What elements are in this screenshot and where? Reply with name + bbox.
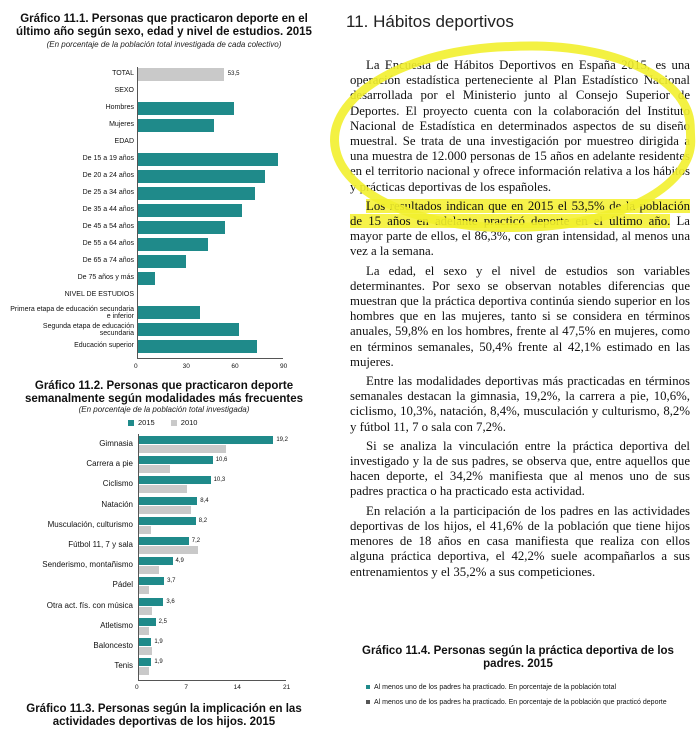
chart1-y-axis [137, 67, 138, 358]
chart2-value-label: 19,2 [276, 437, 288, 443]
chart1-label: De 45 a 54 años [82, 223, 134, 230]
chart2-value-label: 7,2 [191, 538, 201, 544]
chart1-label: De 55 a 64 años [82, 240, 134, 247]
chart2-value-label: 3,6 [166, 598, 175, 605]
chart1-label: De 20 a 24 años [82, 172, 134, 179]
chart2-bar-2015 [138, 517, 196, 525]
chart2-bar-2015 [138, 537, 189, 545]
paragraph-2-highlight: Los resultados indican que en 2015 el 53,5% de la población de 15 años en adelante practicó deporte en el último año. [350, 198, 690, 229]
chart1-label: Segunda etapa de educación secundaria [42, 323, 134, 337]
chart2-bar-2015 [138, 638, 151, 646]
chart1-title-line2: último año según sexo, edad y nivel de estudios. 2015 [16, 26, 312, 38]
paragraph-5: Si se analiza la vinculación entre la práctica deportiva del investigado y la de sus padres, se observa que, entre aquellos que hacen deporte, el 34,2% manifiesta que al menos uno de sus padres practica o ha practicado esta actividad. [350, 438, 690, 499]
chart2-label: Senderismo, montañismo [42, 560, 133, 570]
chart1-bar [137, 204, 242, 217]
chart4-legend-2: Al menos uno de los padres ha practicado. En porcentaje de la población que practicó deporte [366, 699, 686, 706]
chart2-bar-2010 [138, 627, 149, 635]
chart1-bar [137, 340, 257, 353]
chart2-x-axis [138, 680, 286, 681]
chart1-label: De 75 años y más [77, 274, 134, 281]
chart2-value-label: 8,2 [198, 517, 208, 524]
paragraph-4: Entre las modalidades deportivas más practicadas en términos semanales destacan la gimnasia, 19,2%, la carrera a pie, 10,6%, ciclismo, 10,3%, natación, 8,4%, musculación y culturismo, 8,2% y fútbol 11, 7 o sala con 7,2%. [350, 374, 690, 434]
section-heading: 11. Hábitos deportivos [346, 12, 514, 31]
chart2-tick-label: 0 [135, 684, 139, 692]
chart2-bar-2015 [138, 598, 163, 606]
chart2-label: Fútbol 11, 7 y sala [68, 540, 133, 549]
chart2-label: Otra act. fís. con música [46, 600, 133, 610]
chart1-tick-label: 30 [182, 363, 190, 370]
chart2-bar-2010 [138, 526, 151, 534]
chart2-bar-2010 [138, 607, 152, 615]
paragraph-3: La edad, el sexo y el nivel de estudios son variables determinantes. Por sexo se observan notables diferencias que muestran que la práctica deportiva continúa siendo superior en los hombres que en las mujeres, tanto si se considera en términos anuales, 59,8% en los hombres, frente al 47,5% en mujeres, como en términos semanales, 50,4% frente al 42,1% estimado en las mujeres. [350, 263, 690, 369]
chart4-title-line2: padres. 2015 [483, 658, 553, 670]
chart1-bar [137, 187, 255, 200]
chart2-label: Carrera a pie [86, 459, 133, 469]
chart2-title-line1: Gráfico 11.2. Personas que practicaron deporte [34, 380, 294, 392]
chart1-tick-label: 60 [231, 363, 239, 370]
chart2-label: Atletismo [100, 620, 133, 630]
paragraph-6: En relación a la participación de los padres en las actividades deportivas de los hijos, el 41,6% de la población que tiene hijos menores de 18 años en casa manifiesta que realiza con ellos alguna práctica deportiva, el 42,2% suele acompañarlos a sus entrenamientos y el 35,2% a sus competiciones. [350, 503, 690, 579]
chart2-value-label: 1,9 [154, 639, 163, 645]
chart1-bar [137, 323, 239, 336]
chart2-label: Gimnasia [99, 439, 133, 448]
chart1-label: SEXO [114, 87, 134, 94]
chart2-value-label: 4,9 [175, 558, 184, 565]
chart2-bar-2010 [138, 667, 149, 675]
chart1-bar [137, 119, 214, 132]
chart2-bar-2015 [138, 577, 164, 585]
chart1-bar [137, 170, 265, 183]
section-text [350, 58, 690, 584]
chart2-y-axis [138, 434, 139, 680]
chart1-label: De 25 a 34 años [82, 189, 134, 196]
chart2-label: Ciclismo [102, 479, 133, 489]
chart2-subtitle: (En porcentaje de la población total investigada) [78, 405, 250, 414]
chart1-bar [137, 255, 186, 268]
chart1-bar [137, 68, 224, 81]
chart4-title [348, 645, 688, 671]
chart2-bar-2010 [138, 546, 198, 554]
chart2-value-label: 1,9 [154, 659, 163, 666]
chart1-x-axis [137, 358, 283, 359]
chart2-value-label: 8,4 [200, 497, 209, 504]
chart2-value-label: 2,5 [158, 618, 167, 625]
chart1-label: De 15 a 19 años [82, 155, 134, 162]
chart1-bar [137, 238, 208, 251]
chart1-bar [137, 221, 225, 234]
chart1-label: Mujeres [109, 121, 134, 128]
chart1-bar [137, 306, 200, 319]
chart4-legend-1: Al menos uno de los padres ha practicado. En porcentaje de la población total [366, 684, 686, 691]
chart1-label: De 35 a 44 años [82, 206, 134, 213]
chart2-bar-2015 [138, 497, 197, 505]
chart2-bar-2015 [138, 456, 213, 464]
chart2-tick-label: 7 [184, 684, 188, 692]
chart2-bar-2010 [138, 506, 191, 514]
legend-2015: 2015 [128, 418, 155, 427]
chart1-label: TOTAL [112, 70, 134, 77]
chart1-label: De 65 a 74 años [82, 257, 134, 264]
chart2-label: Musculación, culturismo [47, 519, 133, 529]
legend-swatch-teal [366, 685, 370, 689]
chart1-bar [137, 153, 278, 166]
chart1-label: NIVEL DE ESTUDIOS [64, 291, 134, 298]
chart2-bar-2010 [138, 485, 187, 493]
chart3-title-line1: Gráfico 11.3. Personas según la implicación en las [26, 703, 302, 715]
chart2-title [14, 380, 314, 406]
chart1-title-line1: Gráfico 11.1. Personas que practicaron deporte en el [20, 13, 308, 25]
chart2-bar-2015 [138, 476, 211, 484]
chart2-tick-label: 21 [283, 684, 291, 692]
paragraph-2 [350, 199, 690, 260]
legend-2010: 2010 [171, 418, 198, 427]
chart2-bar-2010 [138, 445, 226, 453]
chart2-legend [128, 418, 197, 427]
chart2-label: Baloncesto [93, 641, 133, 650]
chart1-label: Educación superior [74, 342, 134, 349]
paragraph-1: La Encuesta de Hábitos Deportivos en España 2015, es una operación estadística perteneciente al Plan Estadístico Nacional desarrollada por el Ministerio junto al Consejo Superior de Deportes. El proyecto cuenta con la colaboración del Instituto Nacional de Estadística en determinados aspectos de su diseño muestral. Se trata de una investigación por muestreo dirigida a una muestra de 12.000 personas de 15 años en adelante residentes en el territorio nacional y ofrece información relativa a los hábitos y prácticas deportivas de los españoles. [350, 58, 690, 194]
chart2-bar-2015 [138, 557, 173, 565]
chart2-bar-2010 [138, 465, 170, 473]
chart2-title-line2: semanalmente según modalidades más frecuentes [24, 393, 304, 405]
chart4-title-line1: Gráfico 11.4. Personas según la práctica deportiva de los [362, 645, 674, 657]
chart2-tick-label: 14 [233, 684, 241, 692]
chart2-value-label: 3,7 [167, 578, 176, 585]
chart1-label: Hombres [105, 104, 134, 111]
chart2-label: Pádel [112, 580, 133, 590]
chart2-value-label: 10,6 [215, 457, 228, 464]
chart1-label: EDAD [114, 138, 134, 145]
paragraph-2-rest: La mayor parte de ellos, el 86,3%, con gran intensidad, al menos una vez a la semana. [350, 214, 690, 259]
chart2-bar-2015 [138, 436, 273, 444]
chart2-bar-2015 [138, 658, 151, 666]
chart1-tick-label: 0 [134, 363, 138, 370]
chart2-label: Tenis [114, 661, 133, 671]
chart1-title [14, 13, 314, 39]
chart2-bar-2010 [138, 586, 149, 594]
chart3-title-line2: actividades deportivas de los hijos. 2015 [52, 716, 276, 728]
legend-swatch-dark [366, 700, 370, 704]
chart1-bar [137, 102, 234, 115]
chart2-bar-2010 [138, 647, 152, 655]
chart1-subtitle: (En porcentaje de la población total investigada de cada colectivo) [46, 40, 282, 49]
chart1-label: Primera etapa de educación secundaria e inferior [10, 306, 134, 320]
chart2-bar-2010 [138, 566, 159, 574]
chart1-tick-label: 90 [280, 363, 288, 370]
chart2-label: Natación [101, 499, 133, 509]
chart1-bar [137, 272, 155, 285]
chart2-bar-2015 [138, 618, 156, 626]
chart1-value-label: 53,5 [227, 71, 240, 77]
chart3-title [14, 703, 314, 729]
chart2-value-label: 10,3 [213, 477, 226, 484]
